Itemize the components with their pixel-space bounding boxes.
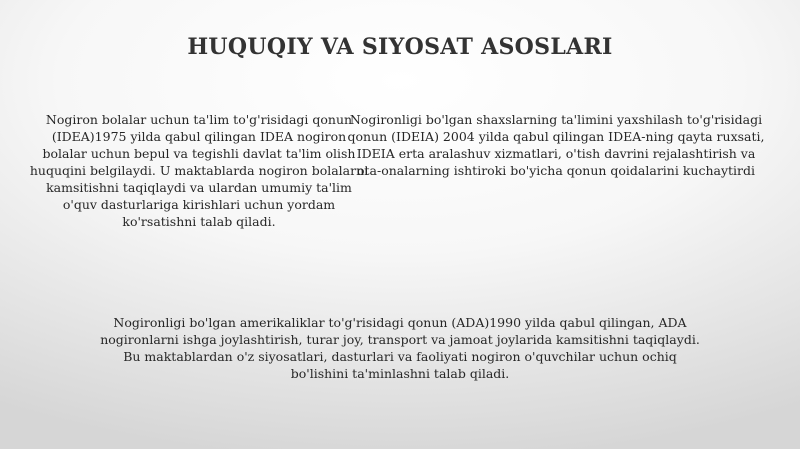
paragraph-ada: Nogironligi bo'lgan amerikaliklar to'g'risidagi qonun (ADA)1990 yilda qabul qilingan, ADA nogironlarni ishga joylashtirish, turar joy, transport va jamoat joylarida kamsitishni taqiqlaydi. Bu maktablardan o'z siyosatlari, dasturlari va faoliyati nogiron o'quvchilar uchun ochiq bo'lishini ta'minlashni talab qiladi. bbox=[100, 315, 700, 381]
paragraph-idea: Nogiron bolalar uchun ta'lim to'g'risidagi qonun (IDEA)1975 yilda qabul qilingan IDEA nogiron bolalar uchun bepul va tegishli davlat ta'lim olish huquqini belgilaydi. U maktablarda nogiron bolalarni kamsitishni taqiqlaydi va ulardan umumiy ta'lim o'quv dasturlariga kirishlari uchun yordam ko'rsatishni talab qiladi. bbox=[29, 112, 369, 229]
paragraph-ideia: Nogironligi bo'lgan shaxslarning ta'limini yaxshilash to'g'risidagi qonun (IDEIA) 2004 yilda qabul qilingan IDEA-ning qayta ruxsati, IDEIA erta aralashuv xizmatlari, o'tish davrini rejalashtirish va ota-onalarning ishtiroki bo'yicha qonun qoidalarini kuchaytirdi bbox=[347, 112, 765, 178]
slide-title: HUQUQIY VA SIYOSAT ASOSLARI bbox=[187, 34, 613, 60]
